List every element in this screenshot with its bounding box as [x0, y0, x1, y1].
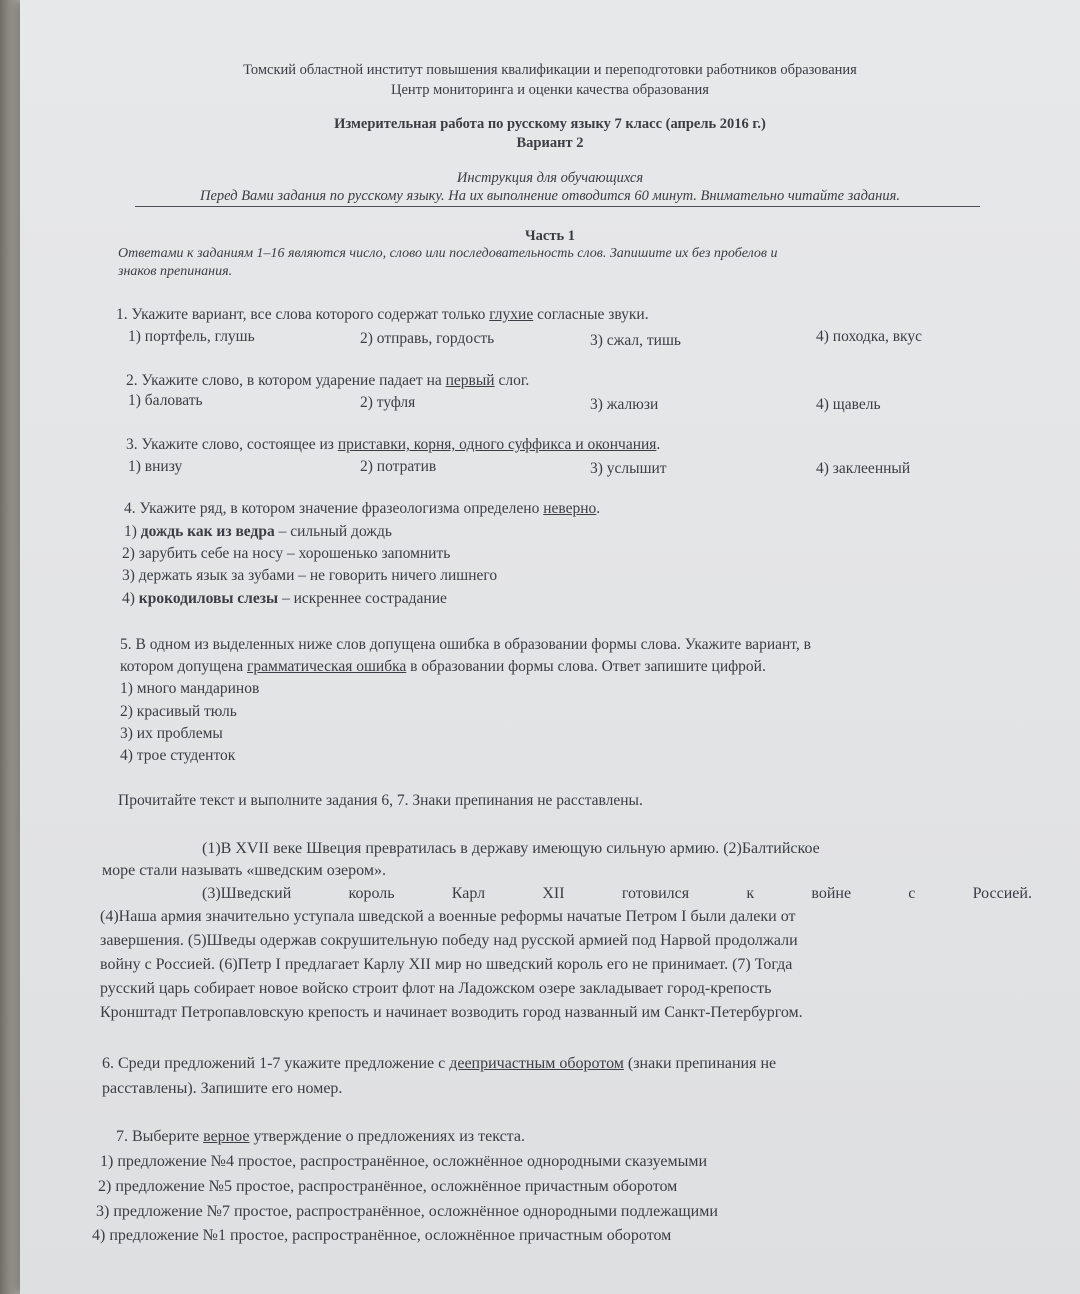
question-2: 2. Укажите слово, в котором ударение падает на первый слог.	[126, 372, 530, 389]
q1-key-word: глухие	[489, 306, 534, 323]
q5-option-3: 3) их проблемы	[120, 725, 223, 742]
q1-option-3: 3) сжал, тишь	[590, 332, 681, 349]
q5-option-4: 4) трое студенток	[120, 747, 236, 764]
page-title: Измерительная работа по русскому языку 7 класс (апрель 2016 г.)	[334, 116, 766, 132]
q2-option-1: 1) баловать	[128, 392, 203, 409]
question-5-line2: котором допущена грамматическая ошибка в образовании формы слова. Ответ запишите цифрой.	[120, 658, 766, 675]
text-line-1: (1)В XVII веке Швеция превратилась в державу имеющую сильную армию. (2)Балтийское	[202, 840, 820, 857]
text-intro: Прочитайте текст и выполните задания 6, 7. Знаки препинания не расставлены.	[118, 792, 643, 809]
part-title: Часть 1	[525, 228, 575, 244]
q4-option-3: 3) держать язык за зубами – не говорить ничего лишнего	[122, 567, 498, 584]
variant-label: Вариант 2	[516, 135, 584, 151]
q6-key-phrase: деепричастным оборотом	[449, 1055, 624, 1072]
text-line-8: Кронштадт Петропавловскую крепость и начинает возводить город названный им Санкт-Петербургом.	[100, 1004, 803, 1021]
question-4: 4. Укажите ряд, в котором значение фразеологизма определено неверно.	[124, 500, 601, 517]
table-edge	[0, 0, 20, 1294]
q2-key-word: первый	[445, 372, 495, 389]
instruction-title: Инструкция для обучающихся	[456, 170, 644, 186]
q7-key-word: верное	[203, 1128, 250, 1145]
text-line-4: (4)Наша армия значительно уступала шведской а военные реформы начатые Петром I были далеки от	[100, 908, 796, 925]
q5-option-1: 1) много мандаринов	[120, 680, 260, 697]
question-1: 1. Укажите вариант, все слова которого содержат только глухие согласные звуки.	[116, 306, 649, 323]
q5-option-2: 2) красивый тюль	[120, 703, 237, 720]
question-7: 7. Выберите верное утверждение о предложениях из текста.	[116, 1128, 525, 1145]
question-6-line2: расставлены). Запишите его номер.	[102, 1080, 343, 1097]
q4-option-2: 2) зарубить себе на носу – хорошенько запомнить	[122, 545, 451, 562]
question-3: 3. Укажите слово, состоящее из приставки, корня, одного суффикса и окончания.	[126, 436, 661, 453]
worksheet-page	[20, 0, 1080, 1294]
q1-option-2: 2) отправь, гордость	[360, 330, 495, 347]
q3-option-1: 1) внизу	[128, 458, 183, 475]
institute-name: Томский областной институт повышения квалификации и переподготовки работников образования	[243, 62, 857, 78]
text-line-3: (3)Шведский король Карл XII готовился к войне с Россией.	[202, 885, 1032, 902]
text-line-5: завершения. (5)Шведы одержав сокрушительную победу над русской армией под Нарвой продолжали	[100, 932, 798, 949]
center-name: Центр мониторинга и оценки качества образования	[391, 82, 709, 98]
instruction-text: Перед Вами задания по русскому языку. На их выполнение отводится 60 минут. Внимательно читайте задания.	[200, 188, 900, 204]
header-divider	[135, 206, 980, 207]
question-5-line1: 5. В одном из выделенных ниже слов допущена ошибка в образовании формы слова. Укажите вариант, в	[120, 636, 811, 653]
q2-option-3: 3) жалюзи	[590, 396, 659, 413]
q2-option-4: 4) щавель	[816, 396, 881, 413]
q7-option-1: 1) предложение №4 простое, распространённое, осложнённое однородными сказуемыми	[100, 1153, 708, 1170]
q2-option-2: 2) туфля	[360, 394, 416, 411]
q1-option-1: 1) портфель, глушь	[128, 328, 255, 345]
text-line-7: русский царь собирает новое войско строит флот на Ладожском озере закладывает город-крепость	[100, 980, 772, 997]
q3-option-4: 4) заклеенный	[816, 460, 911, 477]
q1-option-4: 4) походка, вкус	[816, 328, 922, 345]
part-note-line2: знаков препинания.	[118, 264, 233, 279]
q4-key-word: неверно	[543, 500, 597, 517]
text-line-2: море стали называть «шведским озером».	[102, 862, 386, 879]
q5-key-phrase: грамматическая ошибка	[247, 658, 407, 675]
q4-option-4: 4) крокодиловы слезы – искреннее сострадание	[122, 590, 447, 607]
q7-option-3: 3) предложение №7 простое, распространённое, осложнённое однородными подлежащими	[96, 1203, 718, 1220]
text-line-6: войну с Россией. (6)Петр I предлагает Карлу XII мир но шведский король его не принимает. (7) Тогда	[100, 956, 793, 973]
q7-option-2: 2) предложение №5 простое, распространённое, осложнённое причастным оборотом	[98, 1178, 678, 1195]
q3-option-3: 3) услышит	[590, 460, 667, 477]
q3-key-phrase: приставки, корня, одного суффикса и окончания	[337, 436, 657, 453]
q7-option-4: 4) предложение №1 простое, распространённое, осложнённое причастным оборотом	[92, 1227, 672, 1244]
q3-option-2: 2) потратив	[360, 458, 437, 475]
q4-option-1: 1) дождь как из ведра – сильный дождь	[124, 523, 392, 540]
question-6-line1: 6. Среди предложений 1-7 укажите предложение с деепричастным оборотом (знаки препинания не	[102, 1055, 777, 1072]
part-note-line1: Ответами к заданиям 1–16 являются число, слово или последовательность слов. Запишите их без пробелов и	[118, 246, 778, 261]
